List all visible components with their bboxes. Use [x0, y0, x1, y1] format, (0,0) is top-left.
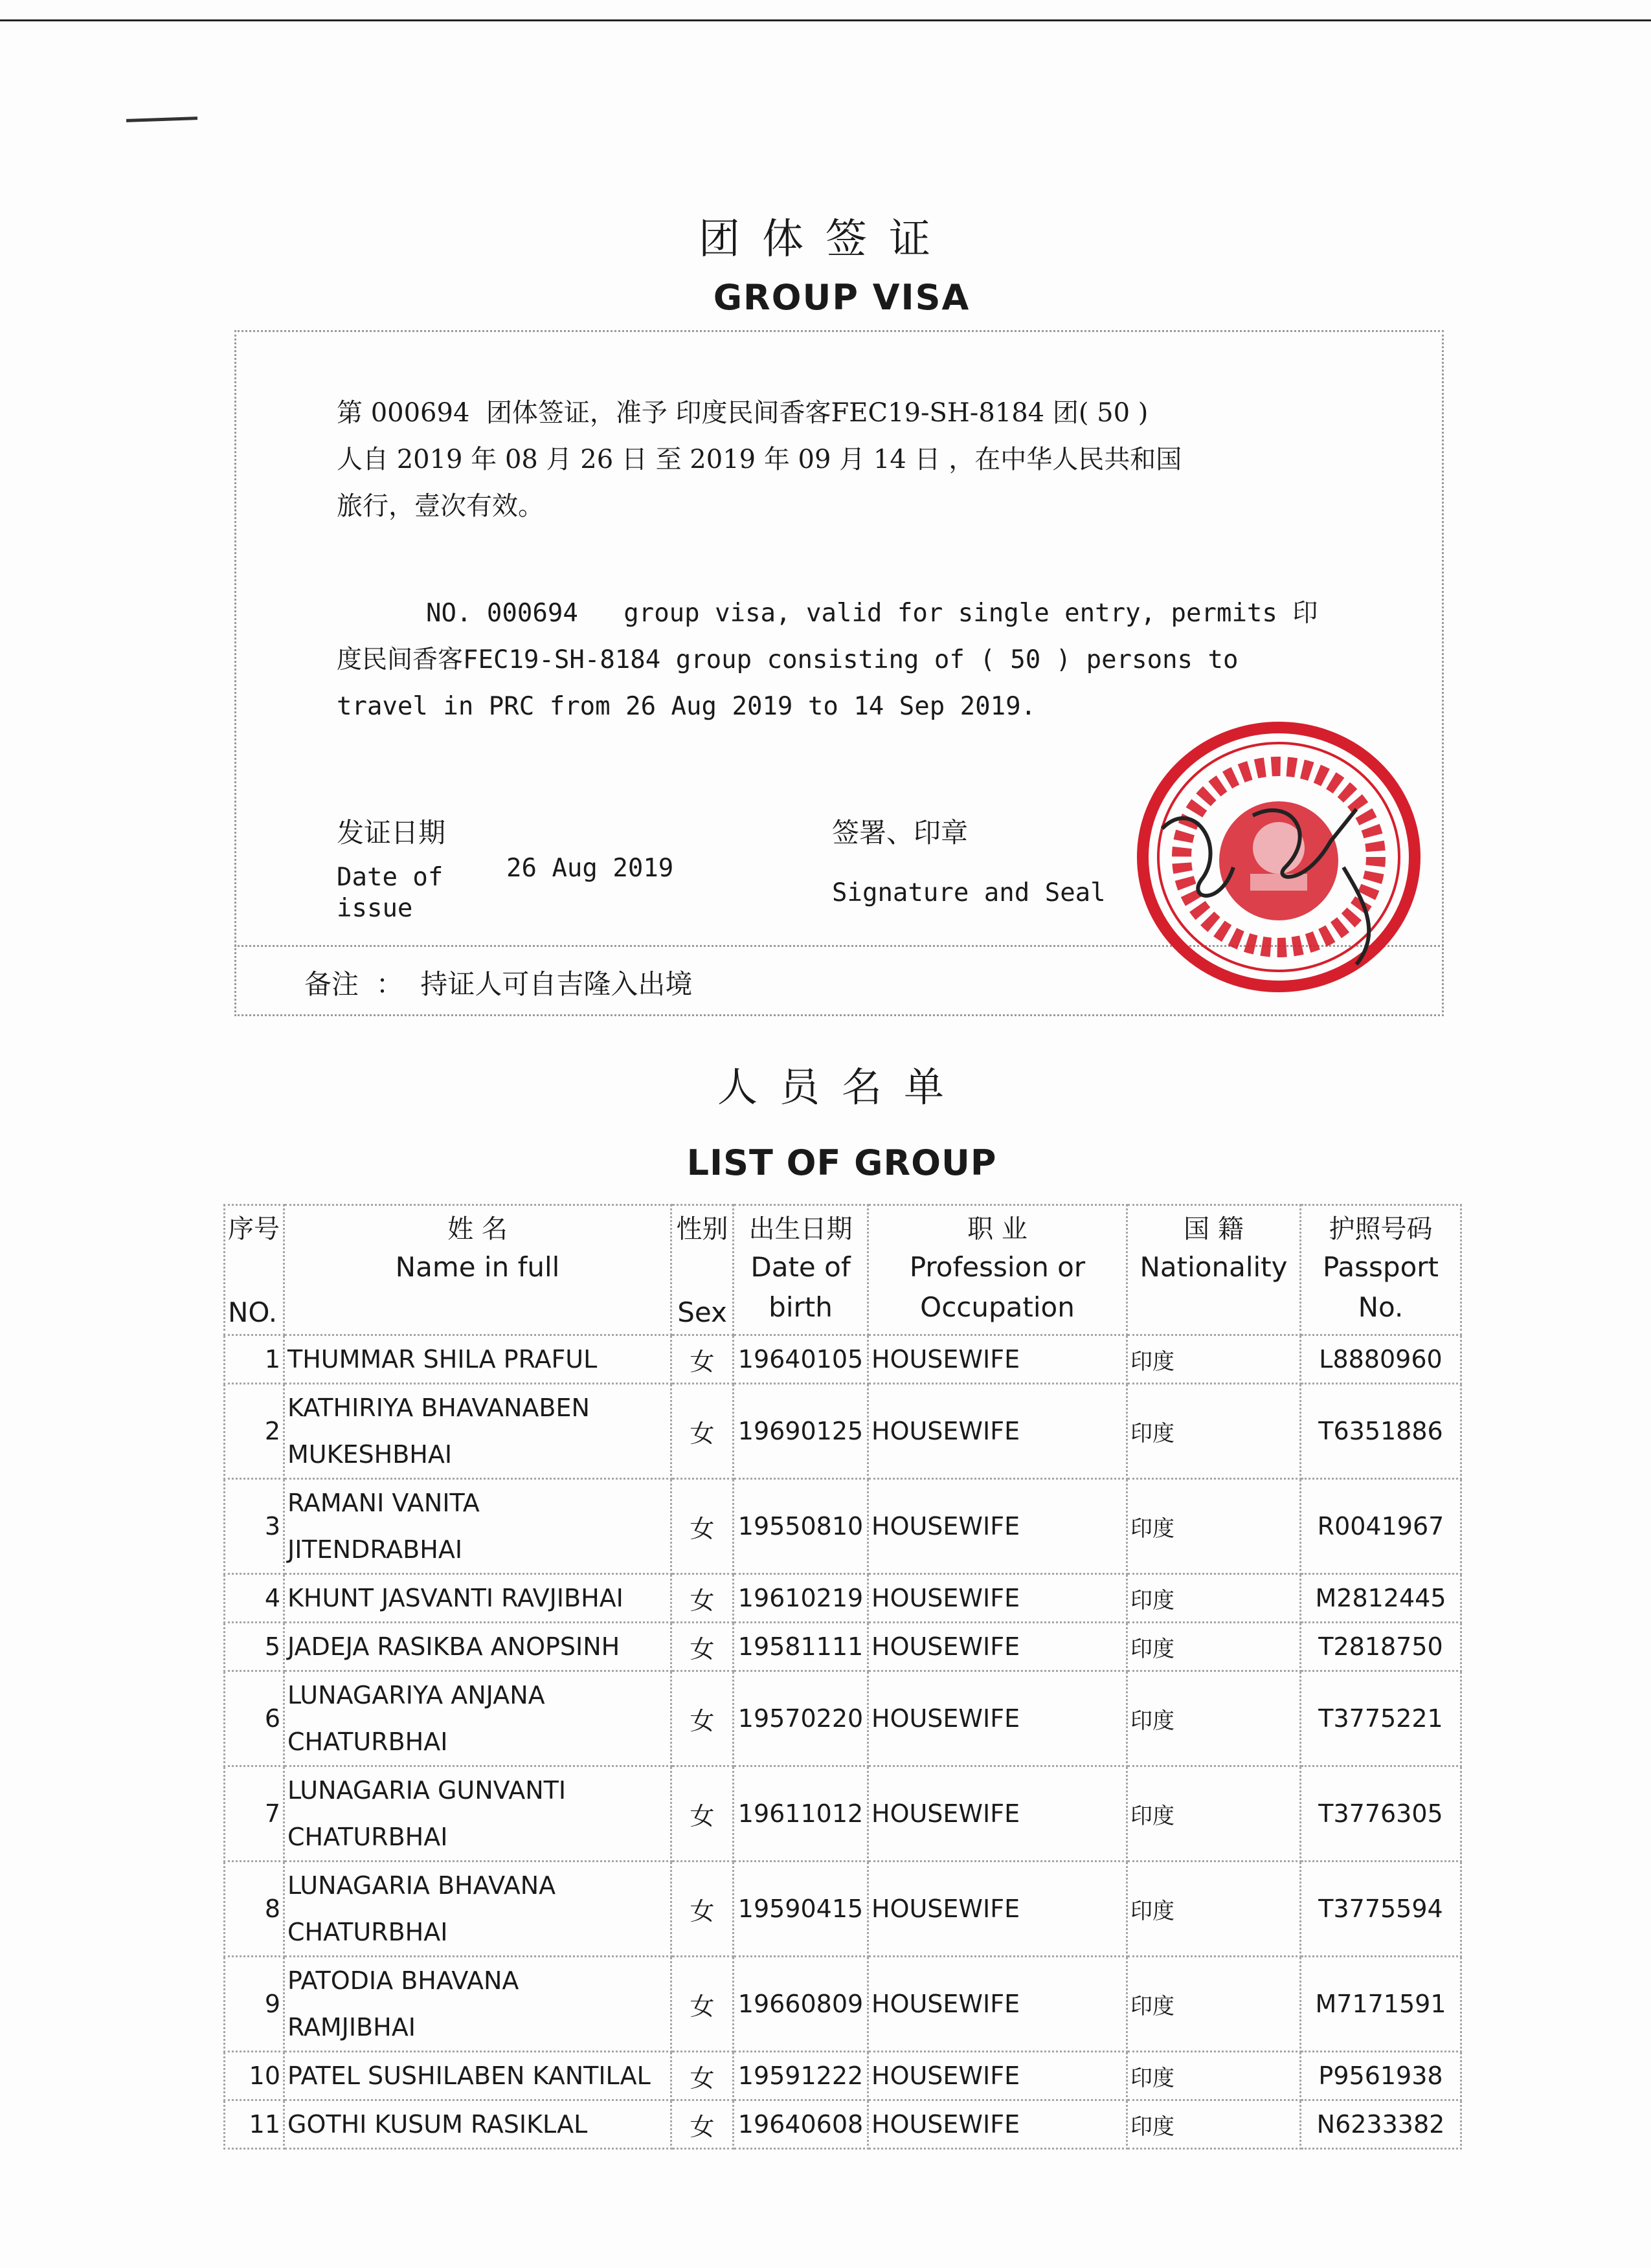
header-dob: 出生日期 Date of birth — [734, 1205, 868, 1335]
member-birth-date: 19581111 — [734, 1623, 868, 1671]
list-title-cn: 人员名单 — [717, 1063, 966, 1111]
member-occupation: HOUSEWIFE — [868, 1862, 1127, 1957]
header-occupation: 职 业 Profession or Occupation — [868, 1205, 1127, 1335]
visa-text-en-line1: NO. 000694 group visa, valid for single entry, permits 印 — [426, 599, 1318, 628]
member-sex: 女 — [671, 2100, 734, 2149]
member-name-line: RAMJIBHAI — [287, 2013, 416, 2041]
member-passport-number: L8880960 — [1301, 1335, 1461, 1384]
member-name — [284, 1384, 671, 1479]
member-name — [284, 1623, 671, 1671]
member-nationality: 印度 — [1127, 1479, 1301, 1574]
member-name-line: RAMANI VANITA — [287, 1489, 480, 1517]
group-member-table — [223, 1204, 1462, 2150]
member-birth-date: 19610219 — [734, 1574, 868, 1623]
member-sex: 女 — [671, 1862, 734, 1957]
member-birth-date: 19591222 — [734, 2052, 868, 2100]
member-passport-number: P9561938 — [1301, 2052, 1461, 2100]
stray-pen-mark — [126, 117, 197, 122]
member-passport-number: T6351886 — [1301, 1384, 1461, 1479]
table-row — [225, 1862, 1461, 1957]
header-no: 序号 NO. — [225, 1205, 284, 1335]
member-occupation: HOUSEWIFE — [868, 2100, 1127, 2149]
member-name-line: LUNAGARIA GUNVANTI — [287, 1776, 567, 1805]
member-name-line: PATODIA BHAVANA — [287, 1966, 519, 1995]
member-name-line: MUKESHBHAI — [287, 1440, 453, 1469]
header-nationality: 国 籍 Nationality — [1127, 1205, 1301, 1335]
visa-text-cn-line1: 第 000694 团体签证，准予 印度民间香客FEC19-SH-8184 团( 50 ) — [337, 398, 1149, 428]
member-passport-number: T2818750 — [1301, 1623, 1461, 1671]
member-name — [284, 1574, 671, 1623]
member-number: 5 — [225, 1623, 284, 1671]
member-occupation: HOUSEWIFE — [868, 1479, 1127, 1574]
member-number: 2 — [225, 1384, 284, 1479]
visa-title-cn: 团体签证 — [699, 216, 952, 263]
table-row — [225, 1957, 1461, 2052]
member-occupation: HOUSEWIFE — [868, 1957, 1127, 2052]
member-name — [284, 1862, 671, 1957]
header-name: 姓 名 Name in full — [284, 1205, 671, 1335]
table-row — [225, 2052, 1461, 2100]
issue-date-label-cn: 发证日期 — [337, 817, 446, 849]
header-sex: 性别 Sex — [671, 1205, 734, 1335]
signature-label-en: Signature and Seal — [832, 878, 1106, 907]
member-nationality: 印度 — [1127, 1862, 1301, 1957]
member-number: 1 — [225, 1335, 284, 1384]
member-birth-date: 19570220 — [734, 1671, 868, 1766]
member-name-line: THUMMAR SHILA PRAFUL — [287, 1345, 598, 1373]
member-sex: 女 — [671, 1671, 734, 1766]
member-number: 8 — [225, 1862, 284, 1957]
member-occupation: HOUSEWIFE — [868, 1623, 1127, 1671]
member-number: 3 — [225, 1479, 284, 1574]
member-number: 7 — [225, 1766, 284, 1862]
member-nationality: 印度 — [1127, 1574, 1301, 1623]
member-occupation: HOUSEWIFE — [868, 1335, 1127, 1384]
visa-text-en-line3: travel in PRC from 26 Aug 2019 to 14 Sep 2019. — [337, 692, 1037, 721]
member-passport-number: T3775221 — [1301, 1671, 1461, 1766]
member-name-line: KATHIRIYA BHAVANABEN — [287, 1394, 590, 1422]
member-birth-date: 19590415 — [734, 1862, 868, 1957]
signature-label-cn: 签署、印章 — [832, 817, 969, 849]
member-birth-date: 19550810 — [734, 1479, 868, 1574]
member-occupation: HOUSEWIFE — [868, 1671, 1127, 1766]
visa-text-cn-line2: 人自 2019 年 08 月 26 日 至 2019 年 09 月 14 日 ，在中华人民共和国 — [337, 445, 1182, 474]
member-passport-number: T3775594 — [1301, 1862, 1461, 1957]
table-row — [225, 1384, 1461, 1479]
member-birth-date: 19640105 — [734, 1335, 868, 1384]
top-border-line — [0, 19, 1651, 21]
member-nationality: 印度 — [1127, 2100, 1301, 2149]
issue-date-label-en-2: issue — [337, 894, 413, 923]
member-sex: 女 — [671, 1384, 734, 1479]
member-sex: 女 — [671, 1623, 734, 1671]
table-header-row — [225, 1205, 1461, 1335]
member-nationality: 印度 — [1127, 1766, 1301, 1862]
member-name-line: JADEJA RASIKBA ANOPSINH — [287, 1632, 620, 1661]
member-number: 6 — [225, 1671, 284, 1766]
table-row — [225, 1671, 1461, 1766]
member-occupation: HOUSEWIFE — [868, 1384, 1127, 1479]
member-name-line: LUNAGARIA BHAVANA — [287, 1871, 556, 1900]
table-row — [225, 1766, 1461, 1862]
member-name-line: CHATURBHAI — [287, 1728, 448, 1756]
member-birth-date: 19611012 — [734, 1766, 868, 1862]
member-sex: 女 — [671, 2052, 734, 2100]
issue-date-label-en-1: Date of — [337, 863, 444, 892]
member-occupation: HOUSEWIFE — [868, 1766, 1127, 1862]
visa-title-en: GROUP VISA — [713, 277, 971, 318]
member-sex: 女 — [671, 1574, 734, 1623]
member-name — [284, 1671, 671, 1766]
member-passport-number: M7171591 — [1301, 1957, 1461, 2052]
member-passport-number: T3776305 — [1301, 1766, 1461, 1862]
member-nationality: 印度 — [1127, 1623, 1301, 1671]
member-sex: 女 — [671, 1479, 734, 1574]
member-name — [284, 1957, 671, 2052]
member-sex: 女 — [671, 1766, 734, 1862]
member-occupation: HOUSEWIFE — [868, 2052, 1127, 2100]
list-title-en: LIST OF GROUP — [686, 1142, 997, 1183]
remark-text: 备注 ： 持证人可自吉隆入出境 — [304, 968, 693, 1000]
member-nationality: 印度 — [1127, 1957, 1301, 2052]
member-name — [284, 2100, 671, 2149]
member-name-line: CHATURBHAI — [287, 1918, 448, 1946]
table-row — [225, 1335, 1461, 1384]
member-name — [284, 2052, 671, 2100]
member-number: 11 — [225, 2100, 284, 2149]
member-nationality: 印度 — [1127, 1335, 1301, 1384]
member-name — [284, 1479, 671, 1574]
member-number: 10 — [225, 2052, 284, 2100]
member-birth-date: 19640608 — [734, 2100, 868, 2149]
member-nationality: 印度 — [1127, 1671, 1301, 1766]
member-name-line: KHUNT JASVANTI RAVJIBHAI — [287, 1584, 623, 1612]
member-name — [284, 1335, 671, 1384]
member-name-line: GOTHI KUSUM RASIKLAL — [287, 2110, 588, 2139]
issue-date-value: 26 Aug 2019 — [506, 854, 674, 883]
official-seal-stamp — [1123, 718, 1428, 997]
member-name-line: PATEL SUSHILABEN KANTILAL — [287, 2062, 651, 2090]
table-row — [225, 1574, 1461, 1623]
member-name-line: CHATURBHAI — [287, 1823, 448, 1851]
member-occupation: HOUSEWIFE — [868, 1574, 1127, 1623]
member-number: 4 — [225, 1574, 284, 1623]
table-row — [225, 2100, 1461, 2149]
member-nationality: 印度 — [1127, 2052, 1301, 2100]
member-passport-number: M2812445 — [1301, 1574, 1461, 1623]
member-name-line: JITENDRABHAI — [287, 1535, 463, 1564]
member-number: 9 — [225, 1957, 284, 2052]
table-row — [225, 1623, 1461, 1671]
table-row — [225, 1479, 1461, 1574]
member-sex: 女 — [671, 1335, 734, 1384]
member-passport-number: N6233382 — [1301, 2100, 1461, 2149]
visa-text-cn-line3: 旅行，壹次有效。 — [337, 491, 544, 521]
member-passport-number: R0041967 — [1301, 1479, 1461, 1574]
header-passport: 护照号码 Passport No. — [1301, 1205, 1461, 1335]
member-name — [284, 1766, 671, 1862]
visa-text-en-line2: 度民间香客FEC19-SH-8184 group consisting of ( 50 ) persons to — [337, 645, 1239, 674]
member-birth-date: 19690125 — [734, 1384, 868, 1479]
member-sex: 女 — [671, 1957, 734, 2052]
member-nationality: 印度 — [1127, 1384, 1301, 1479]
member-birth-date: 19660809 — [734, 1957, 868, 2052]
member-name-line: LUNAGARIYA ANJANA — [287, 1681, 545, 1709]
